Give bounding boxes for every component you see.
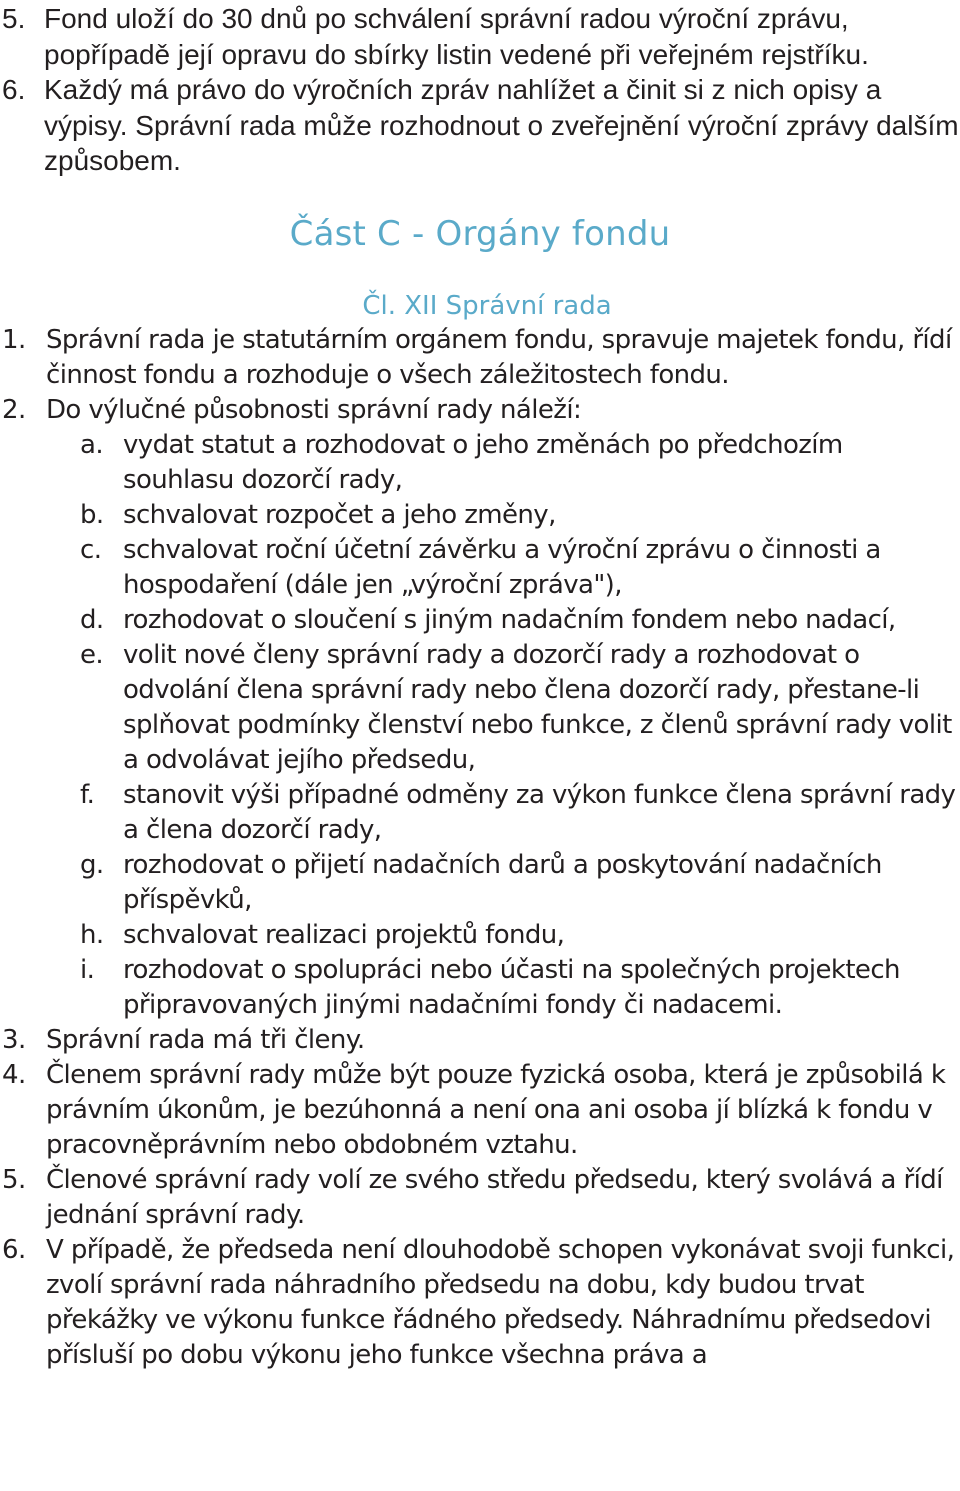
- sublist-item: [82, 848, 960, 918]
- sublist-item: [82, 533, 960, 603]
- sublist-item: [82, 778, 960, 848]
- list-item: [2, 1, 960, 72]
- list-item: [2, 323, 960, 393]
- item-text: Každý má právo do výročních zpráv nahlížet a činit si z nich opisy a výpisy. Správní rada může rozhodnout o zveřejnění výroční zprávy dalším způsobem.: [44, 74, 959, 176]
- item-text: schvalovat rozpočet a jeho změny,: [123, 499, 556, 530]
- item-text: rozhodovat o sloučení s jiným nadačním fondem nebo nadací,: [123, 604, 896, 635]
- item-letter: h.: [80, 919, 104, 950]
- item-number: 5.: [2, 1164, 26, 1195]
- item-letter: c.: [80, 534, 102, 565]
- item-text: rozhodovat o přijetí nadačních darů a poskytování nadačních příspěvků,: [123, 849, 882, 915]
- article-xii-list-continued: [0, 1023, 960, 1373]
- item-letter: f.: [80, 779, 95, 810]
- item-letter: d.: [80, 604, 104, 635]
- item-number: 1.: [2, 324, 26, 355]
- list-item: [2, 1233, 960, 1373]
- item-text: Do výlučné působnosti správní rady náleží:: [46, 394, 582, 425]
- sublist-item: [82, 498, 960, 533]
- item-number: 6.: [2, 74, 26, 105]
- item-number: 5.: [2, 3, 26, 34]
- item-text: volit nové členy správní rady a dozorčí rady a rozhodovat o odvolání člena správní rady nebo člena dozorčí rady, přestane-li splňovat podmínky členství nebo funkce, z členů správní rady volit a odvolávat jejího předsedu,: [123, 639, 952, 775]
- item-letter: i.: [80, 954, 95, 985]
- item-text: schvalovat realizaci projektů fondu,: [123, 919, 565, 950]
- article-title: Čl. XII Správní rada: [362, 290, 612, 321]
- sublist-item: [82, 638, 960, 778]
- powers-sublist: [38, 428, 960, 1023]
- item-text: Správní rada má tři členy.: [46, 1024, 365, 1055]
- item-text: schvalovat roční účetní závěrku a výroční zprávu o činnosti a hospodaření (dále jen „výroční zpráva"),: [123, 534, 881, 600]
- previous-article-list: [0, 0, 960, 179]
- sublist-item: [82, 953, 960, 1023]
- sublist-item: [82, 918, 960, 953]
- section-title: Část C - Orgány fondu: [289, 213, 671, 254]
- item-text: stanovit výši případné odměny za výkon funkce člena správní rady a člena dozorčí rady,: [123, 779, 956, 845]
- item-letter: b.: [80, 499, 104, 530]
- item-text: Správní rada je statutárním orgánem fondu, spravuje majetek fondu, řídí činnost fondu a rozhoduje o všech záležitostech fondu.: [46, 324, 952, 390]
- item-number: 2.: [2, 394, 26, 425]
- item-text: Členem správní rady může být pouze fyzická osoba, která je způsobilá k právním úkonům, je bezúhonná a není ona ani osoba jí blízká k fondu v pracovněprávním nebo obdobném vztahu.: [46, 1059, 946, 1160]
- article-xii-list: [0, 323, 960, 428]
- list-item: [2, 72, 960, 179]
- list-item: [2, 1023, 960, 1058]
- item-text: Fond uloží do 30 dnů po schválení správní radou výroční zprávu, popřípadě její opravu do sbírky listin vedené při veřejném rejstříku.: [44, 3, 869, 70]
- sublist-item: [82, 428, 960, 498]
- item-number: 6.: [2, 1234, 26, 1265]
- item-number: 3.: [2, 1024, 26, 1055]
- item-text: V případě, že předseda není dlouhodobě schopen vykonávat svoji funkci, zvolí správní rada náhradního předsedu na dobu, kdy budou trvat překážky ve výkonu funkce řádného předsedy. Náhradnímu předsedovi přísluší po dobu výkonu jeho funkce všechna práva a: [46, 1234, 955, 1370]
- item-text: vydat statut a rozhodovat o jeho změnách po předchozím souhlasu dozorčí rady,: [123, 429, 843, 495]
- sublist-item: [82, 603, 960, 638]
- item-letter: g.: [80, 849, 104, 880]
- list-item: [2, 393, 960, 428]
- item-letter: a.: [80, 429, 103, 460]
- item-letter: e.: [80, 639, 104, 670]
- item-text: rozhodovat o spolupráci nebo účasti na společných projektech připravovaných jinými nadačními fondy či nadacemi.: [123, 954, 900, 1020]
- list-item: [2, 1058, 960, 1163]
- list-item: [2, 1163, 960, 1233]
- item-text: Členové správní rady volí ze svého středu předsedu, který svolává a řídí jednání správní rady.: [46, 1164, 943, 1230]
- item-number: 4.: [2, 1059, 26, 1090]
